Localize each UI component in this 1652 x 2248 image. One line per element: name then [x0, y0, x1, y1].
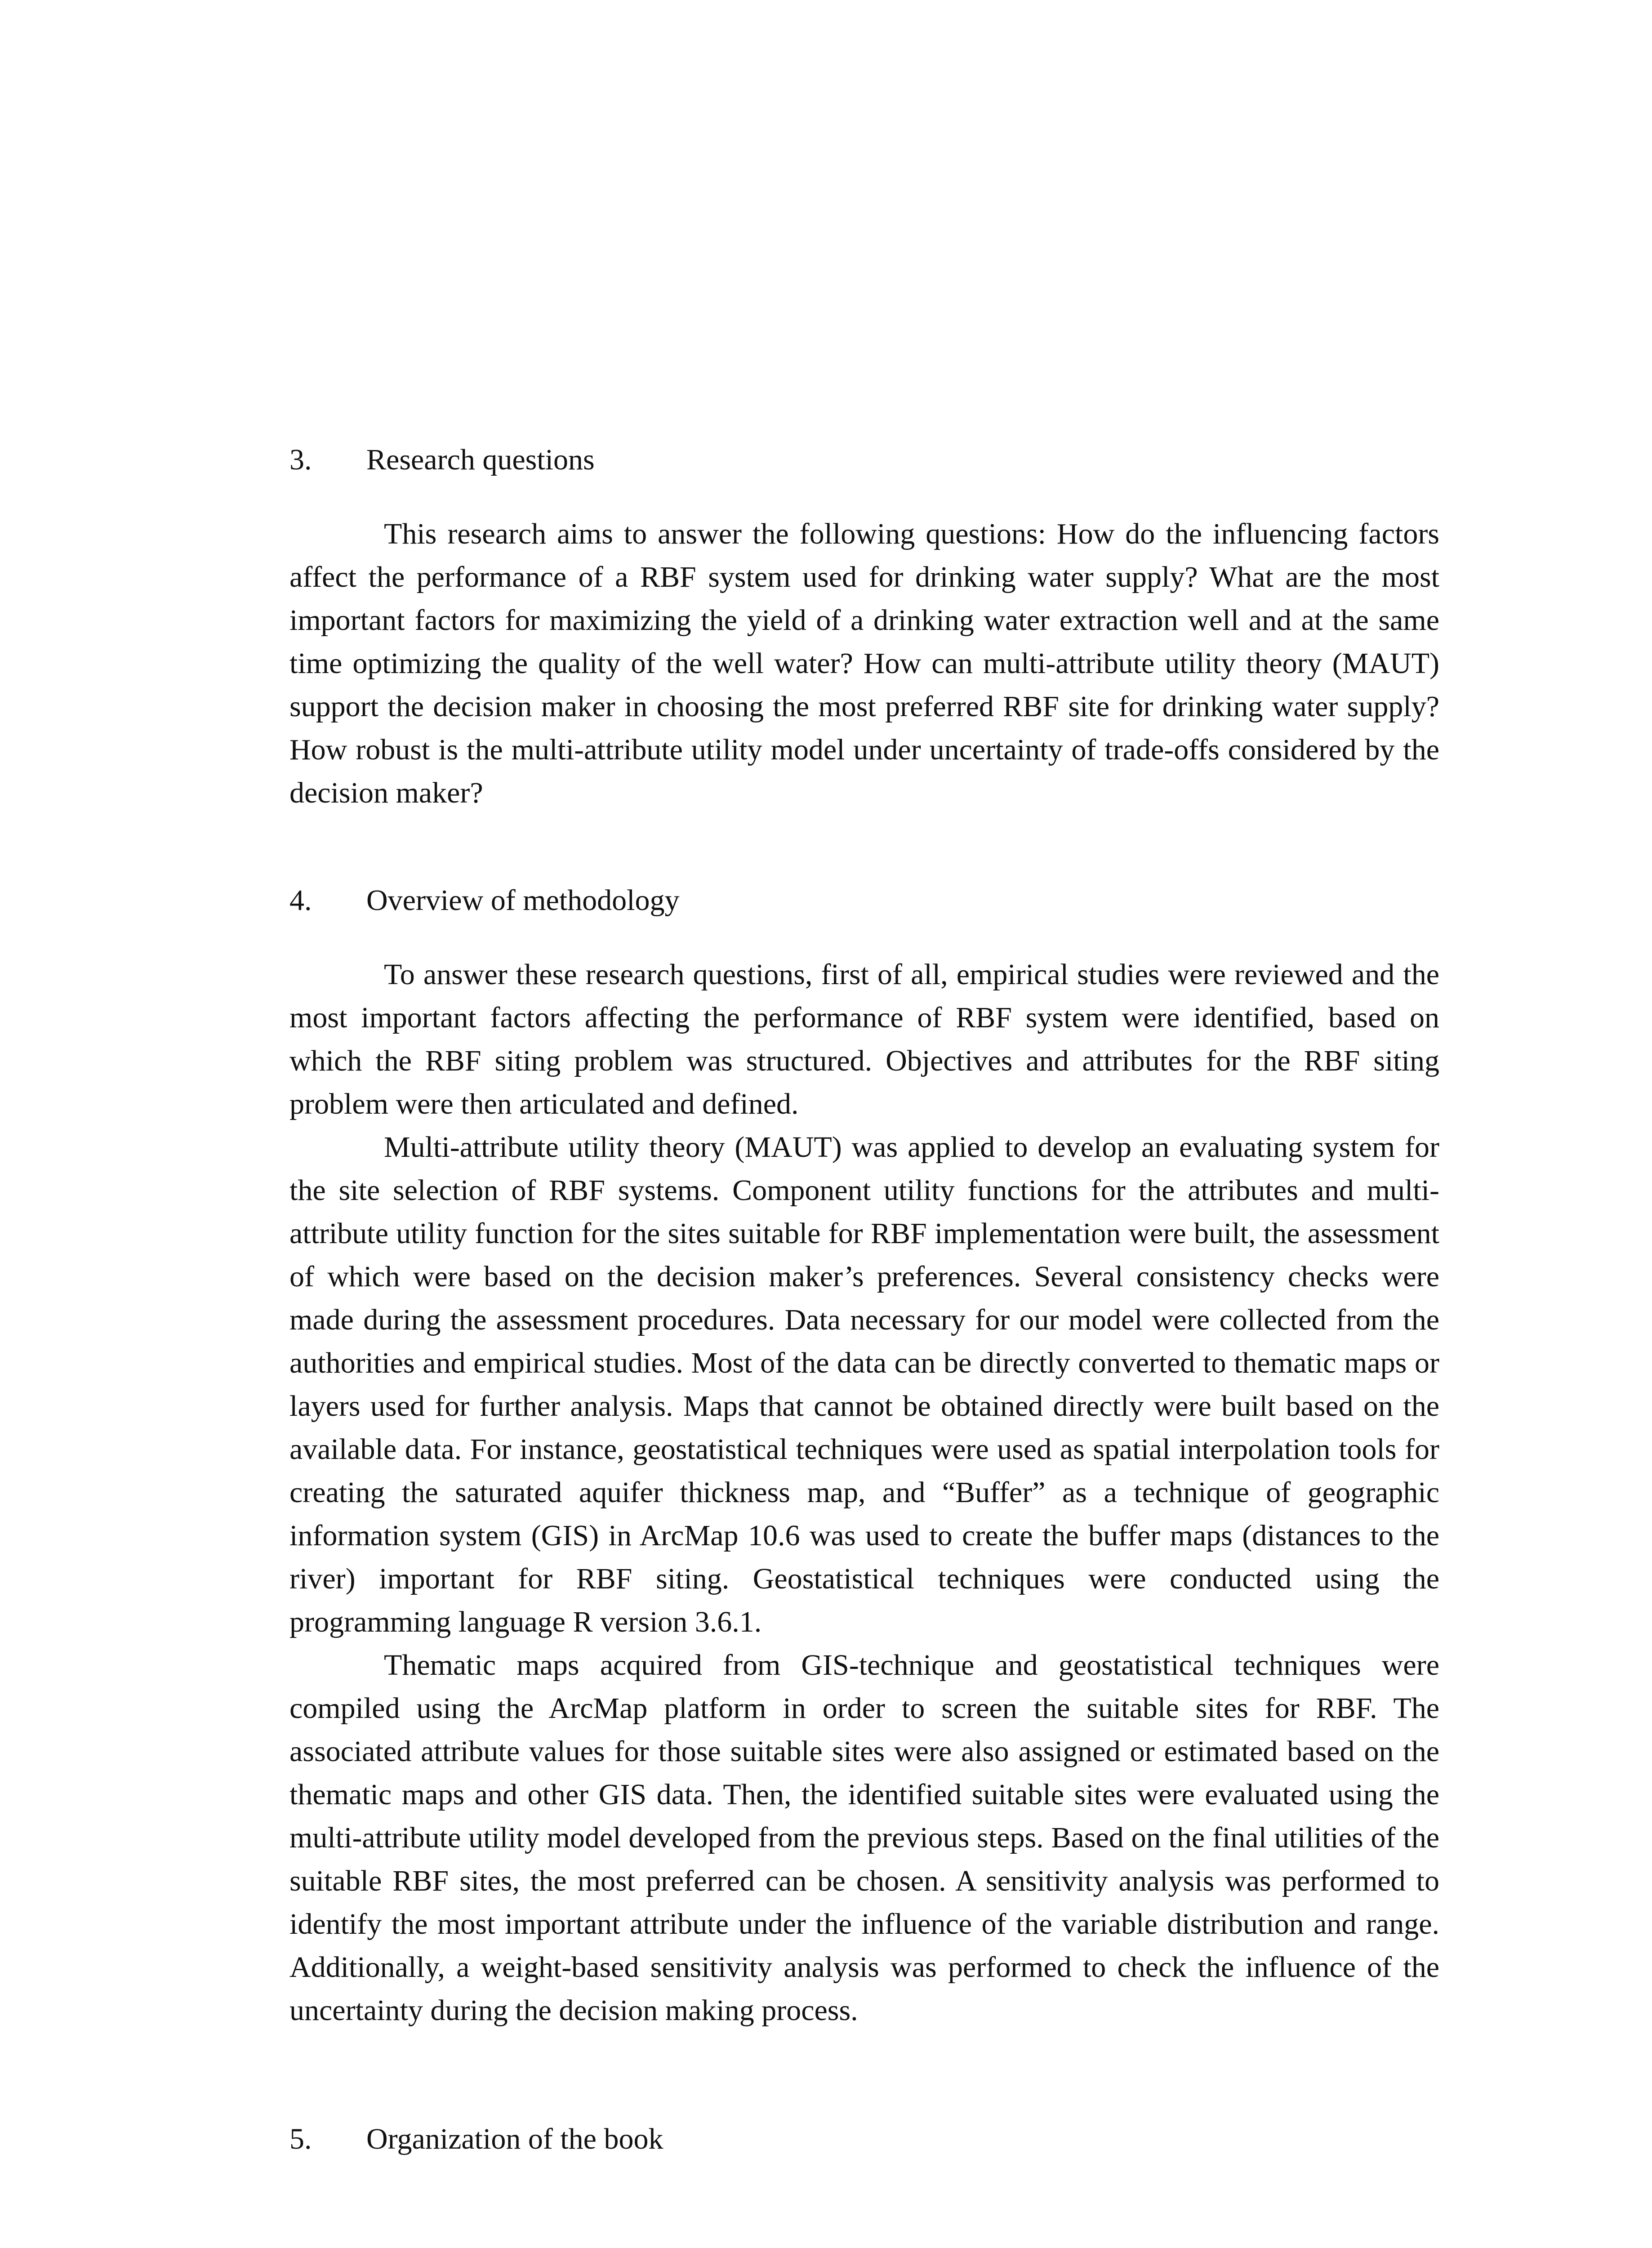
- section-number: 5.: [289, 2123, 312, 2155]
- section-heading-organization-of-the-book: [289, 2118, 663, 2161]
- paragraph: To answer these research questions, first of all, empirical studies were reviewed and the most important factors affecting the performance of RBF system were identified, based on which the RBF siting problem was structured. Objectives and attributes for the RBF siting problem were then articulated and defined.: [289, 958, 1439, 1120]
- paragraph: This research aims to answer the following questions: How do the influencing factors affect the performance of a RBF system used for drinking water supply? What are the most important factors for maximizing the yield of a drinking water extraction well and at the same time optimizing the quality of the well water? How can multi-attribute utility theory (MAUT) support the decision maker in choosing the most preferred RBF site for drinking water supply? How robust is the multi-attribute utility model under uncertainty of trade-offs considered by the decision maker?: [289, 517, 1439, 809]
- section-number: 4.: [289, 884, 312, 917]
- section-heading-research-questions: [289, 438, 595, 482]
- section-body-research-questions: [289, 513, 1439, 815]
- section-title: Overview of methodology: [366, 884, 680, 917]
- paragraph: Thematic maps acquired from GIS-technique and geostatistical techniques were compiled using the ArcMap platform in order to screen the suitable sites for RBF. The associated attribute values for those suitable sites were also assigned or estimated based on the thematic maps and other GIS data. Then, the identified suitable sites were evaluated using the multi-attribute utility model developed from the previous steps. Based on the final utilities of the suitable RBF sites, the most preferred can be chosen. A sensitivity analysis was performed to identify the most important attribute under the influence of the variable distribution and range. Additionally, a weight-based sensitivity analysis was performed to check the influence of the uncertainty during the decision making process.: [289, 1649, 1439, 2027]
- section-number: 3.: [289, 443, 312, 476]
- section-title: Organization of the book: [366, 2123, 663, 2155]
- section-title: Research questions: [366, 443, 595, 476]
- paragraph: Multi-attribute utility theory (MAUT) was applied to develop an evaluating system for the site selection of RBF systems. Component utility functions for the attributes and multi-attribute utility function for the sites suitable for RBF implementation were built, the assessment of which were based on the decision maker’s preferences. Several consistency checks were made during the assessment procedures. Data necessary for our model were collected from the authorities and empirical studies. Most of the data can be directly converted to thematic maps or layers used for further analysis. Maps that cannot be obtained directly were built based on the available data. For instance, geostatistical techniques were used as spatial interpolation tools for creating the saturated aquifer thickness map, and “Buffer” as a technique of geographic information system (GIS) in ArcMap 10.6 was used to create the buffer maps (distances to the river) important for RBF siting. Geostatistical techniques were conducted using the programming language R version 3.6.1.: [289, 1131, 1439, 1638]
- section-heading-overview-of-methodology: [289, 879, 680, 922]
- section-body-overview-of-methodology: [289, 953, 1439, 2032]
